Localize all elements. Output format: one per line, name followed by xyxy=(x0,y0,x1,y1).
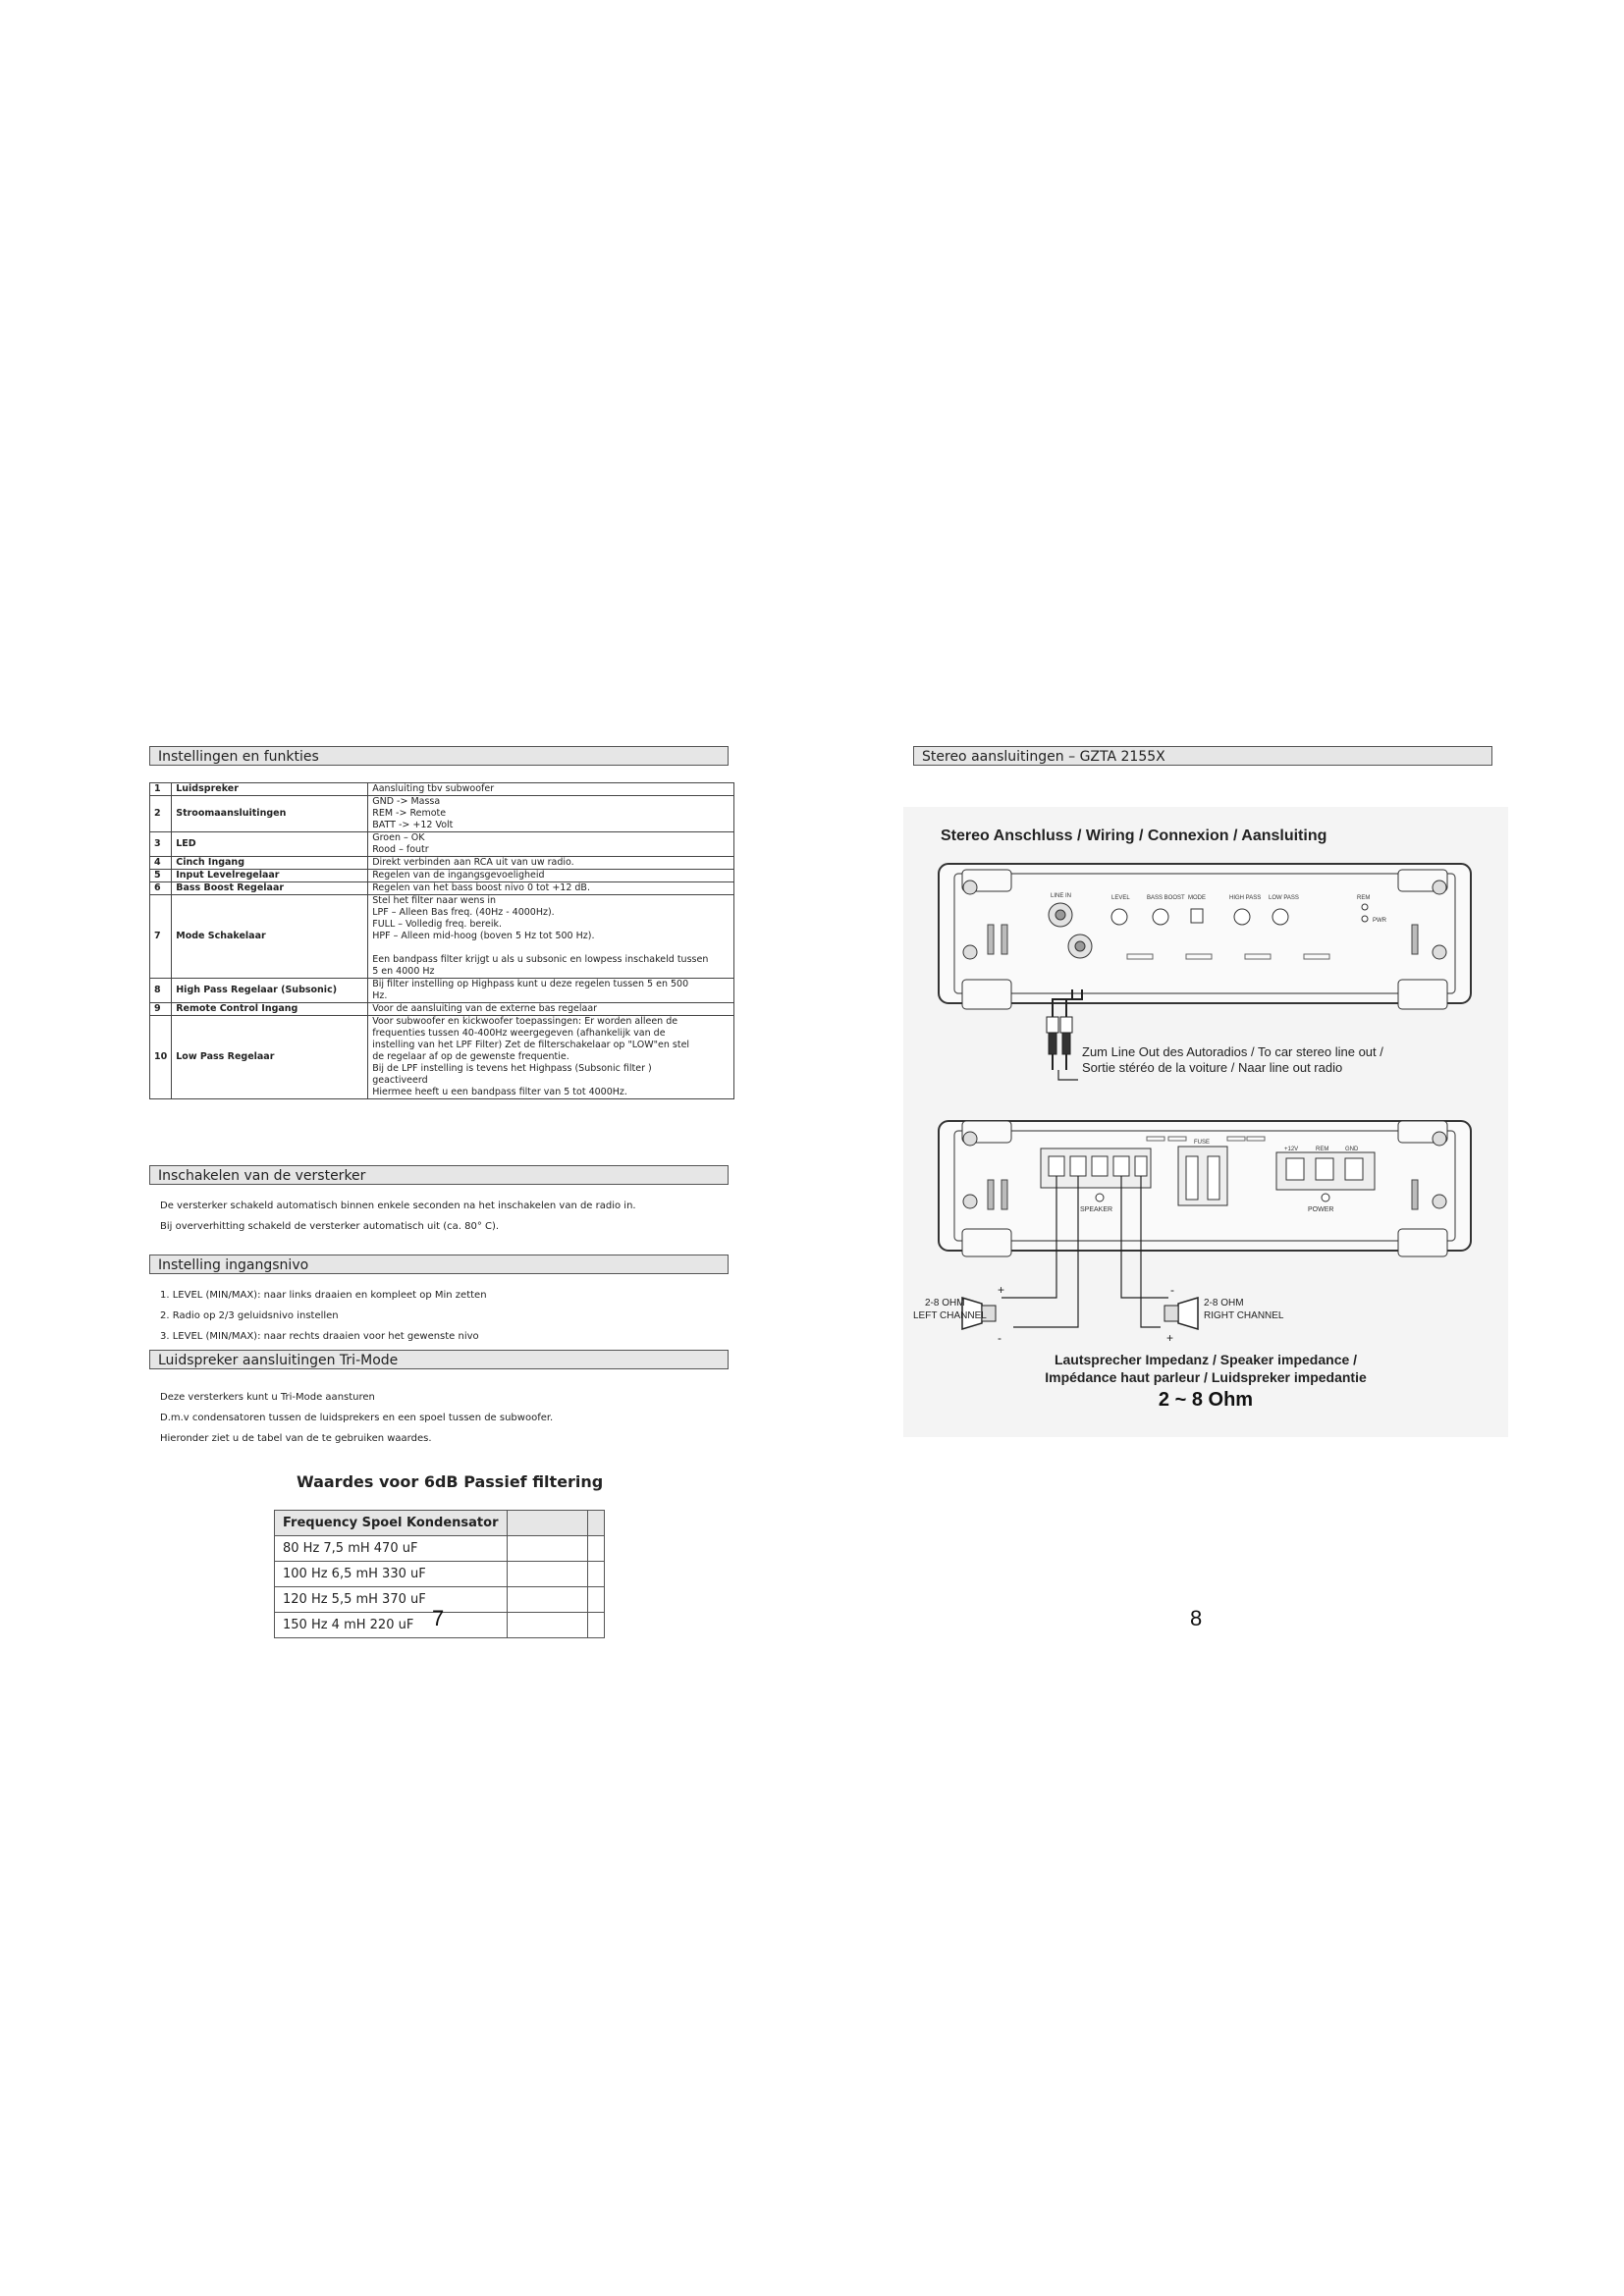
body-text: De versterker schakeld automatisch binnen enkele seconden na het inschakelen van de radio in. xyxy=(160,1201,636,1211)
table-cell: 80 Hz 7,5 mH 470 uF xyxy=(283,1541,418,1556)
table-row xyxy=(150,895,734,979)
spec-description-line: Hz. xyxy=(372,990,388,1001)
spec-description-line xyxy=(372,942,730,954)
body-text: 1. LEVEL (MIN/MAX): naar links draaien en kompleet op Min zetten xyxy=(160,1290,487,1301)
spec-description xyxy=(368,832,734,857)
spec-label: Bass Boost Regelaar xyxy=(172,882,368,895)
table-row xyxy=(150,832,734,857)
spec-number: 7 xyxy=(150,895,172,979)
spec-description-line: Groen – OK xyxy=(372,832,425,843)
spec-description-line: Rood – foutr xyxy=(372,844,429,855)
label-bass-boost: BASS BOOST xyxy=(1147,895,1185,901)
label-low-pass: LOW PASS xyxy=(1269,895,1299,901)
spec-number: 1 xyxy=(150,783,172,796)
table-row xyxy=(275,1536,605,1562)
label-rem-power: REM xyxy=(1316,1147,1329,1152)
spec-description-line: Aansluiting tbv subwoofer xyxy=(372,783,495,794)
section-title: Instellingen en funkties xyxy=(158,749,319,765)
spec-description-line: 5 en 4000 Hz xyxy=(372,966,435,977)
impedance-text-2: Impédance haut parleur / Luidspreker impedantie xyxy=(1045,1369,1367,1385)
label-level: LEVEL xyxy=(1111,895,1130,901)
spec-description-line: REM -> Remote xyxy=(372,808,447,819)
filter-table-title: Waardes voor 6dB Passief filtering xyxy=(297,1472,604,1491)
filter-header: Frequency Spoel Kondensator xyxy=(275,1511,508,1536)
spec-label: High Pass Regelaar (Subsonic) xyxy=(172,979,368,1003)
page-number-left: 7 xyxy=(432,1606,445,1630)
label-12v: +12V xyxy=(1284,1147,1299,1152)
page-number-right: 8 xyxy=(1190,1606,1203,1630)
spec-table xyxy=(149,782,734,1099)
spec-description-line: de regelaar af op de gewenste frequentie. xyxy=(372,1051,569,1062)
spec-description-line: Regelen van de ingangsgevoeligheid xyxy=(372,870,545,881)
section-title: Luidspreker aansluitingen Tri-Mode xyxy=(158,1353,399,1368)
spec-label: Input Levelregelaar xyxy=(172,870,368,882)
section-header-ingangsnivo xyxy=(149,1255,729,1274)
section-header-stereo xyxy=(913,746,1492,766)
spec-number: 10 xyxy=(150,1016,172,1099)
left-channel-label: LEFT CHANNEL xyxy=(913,1310,987,1321)
spec-description xyxy=(368,882,734,895)
spec-description xyxy=(368,870,734,882)
label-fuse: FUSE xyxy=(1194,1140,1211,1146)
spec-number: 8 xyxy=(150,979,172,1003)
spec-description-line: Hiermee heeft u een bandpass filter van 5 tot 4000Hz. xyxy=(372,1087,627,1097)
section-title: Instelling ingangsnivo xyxy=(158,1257,309,1273)
spec-number: 6 xyxy=(150,882,172,895)
spec-description xyxy=(368,979,734,1003)
spec-description-line: Een bandpass filter krijgt u als u subsonic en lowpess inschakeld tussen xyxy=(372,954,709,965)
table-row xyxy=(275,1511,605,1536)
right-ohm-label: 2-8 OHM xyxy=(1204,1298,1244,1308)
spec-description-line: instelling van het LPF Filter) Zet de filterschakelaar op "LOW"en stel xyxy=(372,1040,690,1050)
spec-description xyxy=(368,1016,734,1099)
table-row xyxy=(150,870,734,882)
section-header-trimode xyxy=(149,1350,729,1369)
spec-description xyxy=(368,796,734,832)
body-text: Hieronder ziet u de tabel van de te gebruiken waardes. xyxy=(160,1433,432,1444)
table-row xyxy=(150,1003,734,1016)
spec-description-line: Voor de aansluiting van de externe bas regelaar xyxy=(372,1003,598,1014)
left-plus: + xyxy=(998,1283,1005,1297)
line-out-text-1: Zum Line Out des Autoradios / To car stereo line out / xyxy=(1082,1044,1383,1059)
spec-number: 2 xyxy=(150,796,172,832)
section-title: Stereo aansluitingen – GZTA 2155X xyxy=(922,749,1165,765)
table-row xyxy=(150,783,734,796)
spec-label: Remote Control Ingang xyxy=(172,1003,368,1016)
table-row xyxy=(150,882,734,895)
spec-description-line: frequenties tussen 40-400Hz weergegeven (afhankelijk van de xyxy=(372,1028,666,1039)
spec-description-line: FULL – Volledig freq. bereik. xyxy=(372,919,502,930)
spec-description xyxy=(368,895,734,979)
table-row xyxy=(150,857,734,870)
label-speaker: SPEAKER xyxy=(1080,1206,1113,1213)
table-row xyxy=(150,796,734,832)
spec-number: 5 xyxy=(150,870,172,882)
amplifier-top xyxy=(939,864,1471,1009)
spec-description-line: geactiveerd xyxy=(372,1075,428,1086)
right-plus: + xyxy=(1166,1331,1174,1345)
spec-label: Low Pass Regelaar xyxy=(172,1016,368,1099)
spec-description-line: GND -> Massa xyxy=(372,796,441,807)
label-gnd: GND xyxy=(1345,1147,1359,1152)
spec-description-line: HPF – Alleen mid-hoog (boven 5 Hz tot 500 Hz). xyxy=(372,931,595,941)
section-header-inschakelen xyxy=(149,1165,729,1185)
spec-description xyxy=(368,783,734,796)
table-row xyxy=(150,979,734,1003)
spec-label: Luidspreker xyxy=(172,783,368,796)
section-header-instellingen xyxy=(149,746,729,766)
table-cell: 100 Hz 6,5 mH 330 uF xyxy=(283,1567,426,1581)
body-text: Deze versterkers kunt u Tri-Mode aansturen xyxy=(160,1392,375,1403)
body-text: D.m.v condensatoren tussen de luidsprekers en een spoel tussen de subwoofer. xyxy=(160,1413,554,1423)
table-row xyxy=(275,1562,605,1587)
spec-number: 3 xyxy=(150,832,172,857)
right-minus: - xyxy=(1170,1283,1174,1297)
left-minus: - xyxy=(998,1331,1001,1345)
spec-description-line: Voor subwoofer en kickwoofer toepassingen: Er worden alleen de xyxy=(372,1016,678,1027)
spec-label: Mode Schakelaar xyxy=(172,895,368,979)
spec-description-line: Stel het filter naar wens in xyxy=(372,895,497,906)
diagram-heading: Stereo Anschluss / Wiring / Connexion / Aansluiting xyxy=(941,828,1327,844)
label-mode: MODE xyxy=(1188,895,1206,901)
impedance-value: 2 ~ 8 Ohm xyxy=(1158,1389,1254,1411)
label-line-in: LINE IN xyxy=(1051,893,1072,899)
wiring-diagram xyxy=(903,807,1508,1437)
left-ohm-label: 2-8 OHM xyxy=(925,1298,965,1308)
spec-label: LED xyxy=(172,832,368,857)
spec-description-line: Bij de LPF instelling is tevens het Highpass (Subsonic filter ) xyxy=(372,1063,652,1074)
spec-number: 4 xyxy=(150,857,172,870)
body-text: Bij oververhitting schakeld de versterker automatisch uit (ca. 80° C). xyxy=(160,1221,500,1232)
spec-number: 9 xyxy=(150,1003,172,1016)
spec-description xyxy=(368,857,734,870)
spec-description xyxy=(368,1003,734,1016)
spec-description-line: BATT -> +12 Volt xyxy=(372,820,454,830)
spec-description-line: Bij filter instelling op Highpass kunt u deze regelen tussen 5 en 500 xyxy=(372,979,689,989)
label-rem: REM xyxy=(1357,895,1371,901)
spec-label: Stroomaansluitingen xyxy=(172,796,368,832)
table-cell: 150 Hz 4 mH 220 uF xyxy=(283,1618,414,1632)
spec-description-line: LPF – Alleen Bas freq. (40Hz - 4000Hz). xyxy=(372,907,555,918)
label-pwr: PWR xyxy=(1373,918,1386,924)
table-row xyxy=(150,1016,734,1099)
section-title: Inschakelen van de versterker xyxy=(158,1168,366,1184)
table-cell: 120 Hz 5,5 mH 370 uF xyxy=(283,1592,426,1607)
body-text: 3. LEVEL (MIN/MAX): naar rechts draaien voor het gewenste nivo xyxy=(160,1331,479,1342)
line-out-text-2: Sortie stéréo de la voiture / Naar line out radio xyxy=(1082,1060,1343,1075)
spec-description-line: Direkt verbinden aan RCA uit van uw radio. xyxy=(372,857,574,868)
spec-description-line: Regelen van het bass boost nivo 0 tot +12 dB. xyxy=(372,882,590,893)
impedance-text-1: Lautsprecher Impedanz / Speaker impedance / xyxy=(1054,1352,1358,1367)
right-channel-label: RIGHT CHANNEL xyxy=(1204,1310,1284,1321)
label-power: POWER xyxy=(1308,1206,1334,1213)
spec-label: Cinch Ingang xyxy=(172,857,368,870)
label-high-pass: HIGH PASS xyxy=(1229,895,1262,901)
body-text: 2. Radio op 2/3 geluidsnivo instellen xyxy=(160,1310,339,1321)
